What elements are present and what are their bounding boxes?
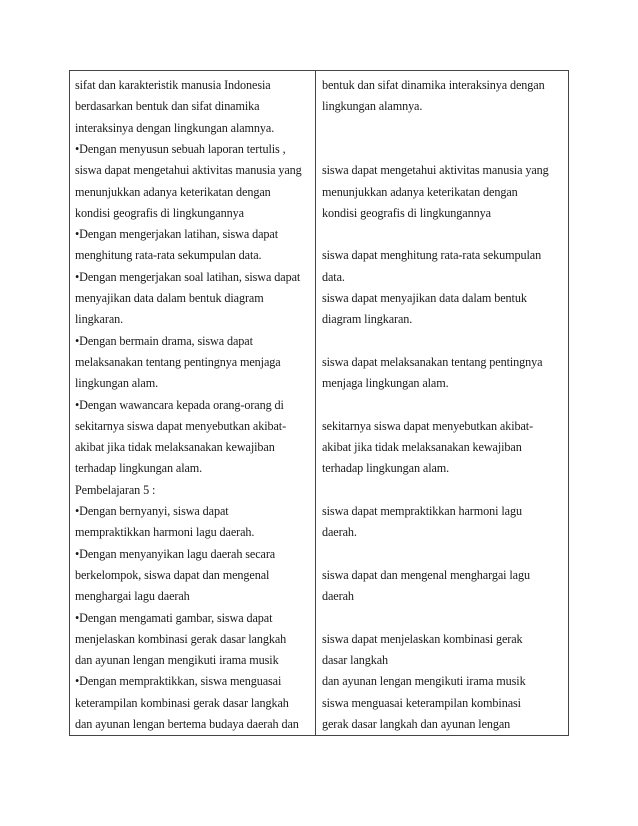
- left-line: •Dengan mempraktikkan, siswa menguasai: [75, 674, 282, 689]
- left-line: •Dengan bermain drama, siswa dapat: [75, 333, 253, 348]
- left-line: sekitarnya siswa dapat menyebutkan akibat-: [75, 418, 287, 433]
- right-line: gerak dasar langkah dan ayunan lengan: [322, 717, 511, 731]
- left-line: lingkaran.: [75, 312, 124, 327]
- left-line: interaksinya dengan lingkungan alamnya.: [75, 120, 275, 135]
- left-line: dan ayunan lengan mengikuti irama musik: [75, 653, 279, 668]
- right-line: siswa dapat melaksanakan tentang pentingnya: [322, 354, 543, 369]
- right-line: siswa dapat mempraktikkan harmoni lagu: [322, 504, 522, 518]
- left-line: •Dengan menyusun sebuah laporan tertulis ,: [75, 141, 286, 156]
- left-line: akibat jika tidak melaksanakan kewajiban: [75, 440, 275, 455]
- right-line: siswa menguasai keterampilan kombinasi: [322, 695, 521, 710]
- right-line: daerah: [322, 589, 354, 604]
- right-line: siswa dapat menyajikan data dalam bentuk: [322, 291, 527, 305]
- left-line: sifat dan karakteristik manusia Indonesia: [75, 78, 271, 92]
- right-line: sekitarnya siswa dapat menyebutkan akibat-: [322, 418, 534, 433]
- right-line: dasar langkah: [322, 653, 389, 668]
- left-line: menyajikan data dalam bentuk diagram: [75, 291, 264, 305]
- left-line: •Dengan menyanyikan lagu daerah secara: [75, 546, 276, 561]
- left-line: dan ayunan lengan bertema budaya daerah dan: [75, 717, 299, 731]
- left-line: siswa dapat mengetahui aktivitas manusia yang: [75, 163, 302, 178]
- left-line: kondisi geografis di lingkungannya: [75, 205, 244, 220]
- right-line: siswa dapat dan mengenal menghargai lagu: [322, 567, 530, 582]
- right-line: diagram lingkaran.: [322, 312, 413, 327]
- right-line: siswa dapat menghitung rata-rata sekumpulan: [322, 248, 542, 263]
- left-line: •Dengan bernyanyi, siswa dapat: [75, 504, 229, 518]
- right-line: lingkungan alamnya.: [322, 99, 423, 114]
- right-line: daerah.: [322, 525, 357, 540]
- left-line: •Dengan wawancara kepada orang-orang di: [75, 397, 284, 412]
- right-line: dan ayunan lengan mengikuti irama musik: [322, 674, 526, 689]
- right-line: bentuk dan sifat dinamika interaksinya dengan: [322, 78, 545, 92]
- left-line: Pembelajaran 5 :: [75, 482, 156, 497]
- left-line: terhadap lingkungan alam.: [75, 461, 203, 476]
- right-line: siswa dapat menjelaskan kombinasi gerak: [322, 631, 523, 646]
- left-line: menghitung rata-rata sekumpulan data.: [75, 248, 262, 263]
- left-line: lingkungan alam.: [75, 376, 159, 391]
- right-line: data.: [322, 269, 345, 284]
- left-line: menghargai lagu daerah: [75, 589, 190, 604]
- left-line: mempraktikkan harmoni lagu daerah.: [75, 525, 255, 540]
- right-line: menjaga lingkungan alam.: [322, 376, 449, 391]
- left-line: •Dengan mengerjakan soal latihan, siswa dapat: [75, 269, 301, 284]
- right-line: akibat jika tidak melaksanakan kewajiban: [322, 440, 522, 455]
- right-line: menunjukkan adanya keterikatan dengan: [322, 184, 518, 199]
- left-line: menjelaskan kombinasi gerak dasar langkah: [75, 631, 287, 646]
- left-line: keterampilan kombinasi gerak dasar langkah: [75, 695, 289, 710]
- left-line: •Dengan mengerjakan latihan, siswa dapat: [75, 227, 278, 242]
- right-line: kondisi geografis di lingkungannya: [322, 205, 491, 220]
- left-line: menunjukkan adanya keterikatan dengan: [75, 184, 271, 199]
- right-line: terhadap lingkungan alam.: [322, 461, 450, 476]
- left-line: •Dengan mengamati gambar, siswa dapat: [75, 610, 273, 625]
- learning-objectives-table: [69, 70, 569, 736]
- table-cell-left: [70, 71, 315, 735]
- left-line: berkelompok, siswa dapat dan mengenal: [75, 567, 270, 582]
- table-cell-right: [316, 71, 569, 735]
- left-line: melaksanakan tentang pentingnya menjaga: [75, 354, 281, 369]
- left-line: berdasarkan bentuk dan sifat dinamika: [75, 99, 260, 114]
- right-line: siswa dapat mengetahui aktivitas manusia yang: [322, 163, 549, 178]
